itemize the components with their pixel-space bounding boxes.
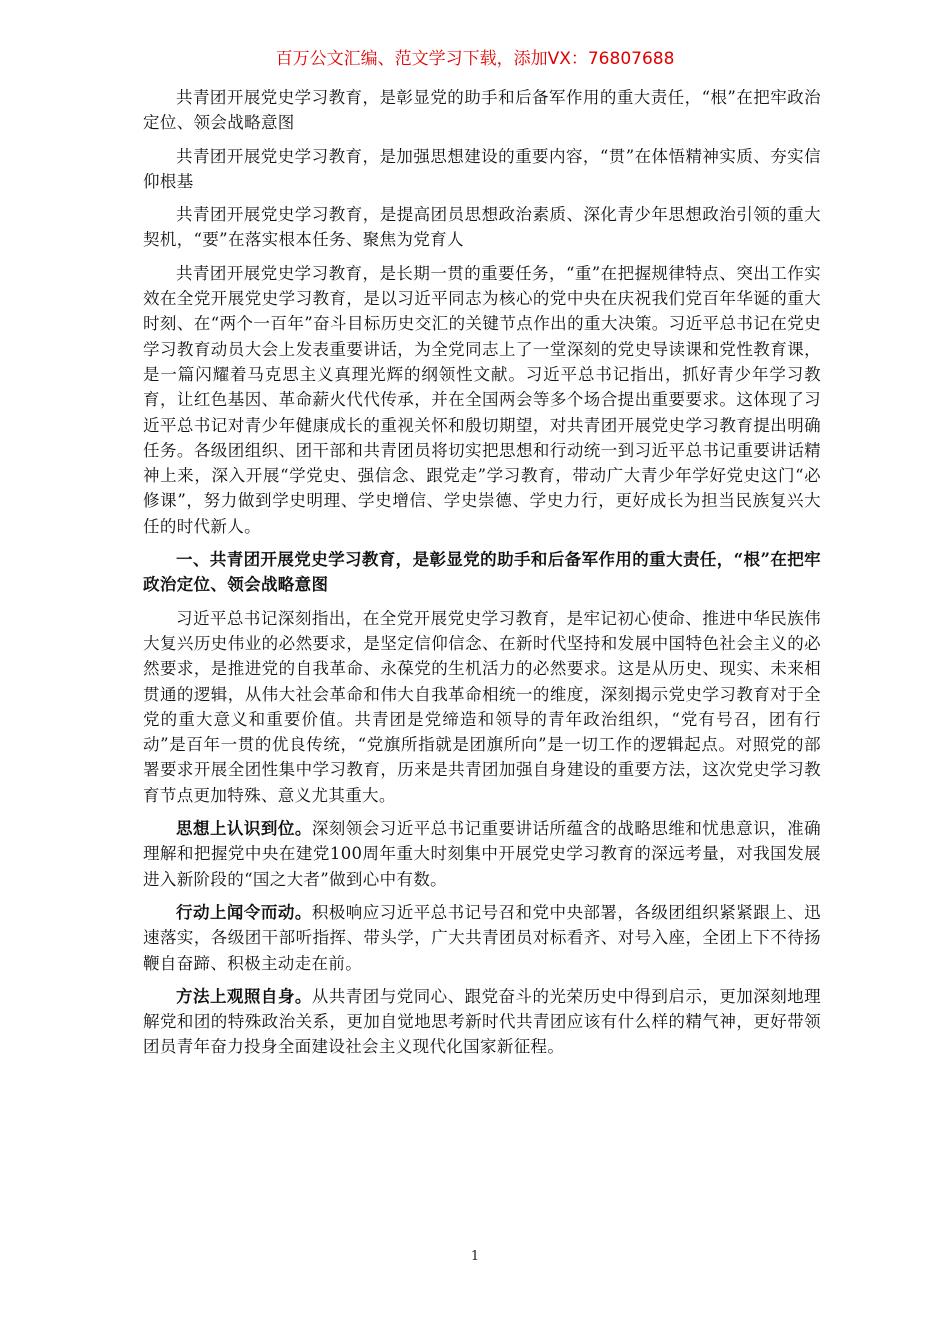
paragraph-7 bbox=[143, 900, 821, 976]
paragraph-2: 共青团开展党史学习教育，是加强思想建设的重要内容，“贯”在体悟精神实质、夯实信仰根基 bbox=[143, 146, 821, 191]
page-number: 1 bbox=[470, 1249, 480, 1264]
section-heading-1: 一、共青团开展党史学习教育，是彰显党的助手和后备军作用的重大责任，“根”在把牢政治定位、领会战略意图 bbox=[143, 550, 821, 595]
paragraph-5: 习近平总书记深刻指出，在全党开展党史学习教育，是牢记初心使命、推进中华民族伟大复兴历史伟业的必然要求，是坚定信仰信念、在新时代坚持和发展中国特色社会主义的必然要求，是推进党的自我革命、永葆党的生机活力的必然要求。这是从历史、现实、未来相贯通的逻辑，从伟大社会革命和伟大自我革命相统一的维度，深刻揭示党史学习教育对于全党的重大意义和重要价值。共青团是党缔造和领导的青年政治组织，“党有号召，团有行动”是百年一贯的优良传统，“党旗所指就是团旗所向”是一切工作的逻辑起点。对照党的部署要求开展全团性集中学习教育，历来是共青团加强自身建设的重要方法，这次党史学习教育节点更加特殊、意义尤其重大。 bbox=[143, 608, 821, 805]
paragraph-7-body: 积极响应习近平总书记号召和党中央部署，各级团组织紧紧跟上、迅速落实，各级团干部听指挥、带头学，广大共青团员对标看齐、对号入座，全团上下不待扬鞭自奋蹄、积极主动走在前。 bbox=[143, 902, 822, 973]
paragraph-8-body: 从共青团与党同心、跟党奋斗的光荣历史中得到启示，更加深刻地理解党和团的特殊政治关系，更加自觉地思考新时代共青团应该有什么样的精气神，更好带领团员青年奋力投身全面建设社会主义现代化国家新征程。 bbox=[143, 986, 822, 1057]
paragraph-1: 共青团开展党史学习教育，是彰显党的助手和后备军作用的重大责任，“根”在把牢政治定位、领会战略意图 bbox=[143, 88, 821, 133]
paragraph-6 bbox=[143, 816, 821, 892]
paragraph-6-lead: 思想上认识到位。 bbox=[176, 819, 312, 839]
paragraph-4: 共青团开展党史学习教育，是长期一贯的重要任务，“重”在把握规律特点、突出工作实效在全党开展党史学习教育，是以习近平同志为核心的党中央在庆祝我们党百年华诞的重大时刻、在“两个一百年”奋斗目标历史交汇的关键节点作出的重大决策。习近平总书记在党史学习教育动员大会上发表重要讲话，为全党同志上了一堂深刻的党史导读课和党性教育课，是一篇闪耀着马克思主义真理光辉的纲领性文献。习近平总书记指出，抓好青少年学习教育，让红色基因、革命薪火代代传承，并在全国两会等多个场合提出重要要求。这体现了习近平总书记对青少年健康成长的重视关怀和殷切期望，对共青团开展党史学习教育提出明确任务。各级团组织、团干部和共青团员将切实把思想和行动统一到习近平总书记重要讲话精神上来，深入开展“学党史、强信念、跟党走”学习教育，带动广大青少年学好党史这门“必修课”，努力做到学史明理、学史增信、学史崇德、学史力行，更好成长为担当民族复兴大任的时代新人。 bbox=[143, 263, 821, 536]
paragraph-3: 共青团开展党史学习教育，是提高团员思想政治素质、深化青少年思想政治引领的重大契机，“要”在落实根本任务、聚焦为党育人 bbox=[143, 205, 821, 250]
paragraph-8 bbox=[143, 984, 821, 1060]
paragraph-6-body: 深刻领会习近平总书记重要讲话所蕴含的战略思维和忧患意识，准确理解和把握党中央在建党100周年重大时刻集中开展党史学习教育的深远考量，对我国发展进入新阶段的“国之大者”做到心中有数。 bbox=[143, 819, 822, 889]
paragraph-8-lead: 方法上观照自身。 bbox=[176, 986, 312, 1006]
paragraph-7-lead: 行动上闻令而动。 bbox=[176, 902, 312, 922]
promo-banner: 百万公文汇编、范文学习下载，添加VX：76807688 bbox=[275, 49, 675, 69]
document-body bbox=[143, 85, 821, 1068]
